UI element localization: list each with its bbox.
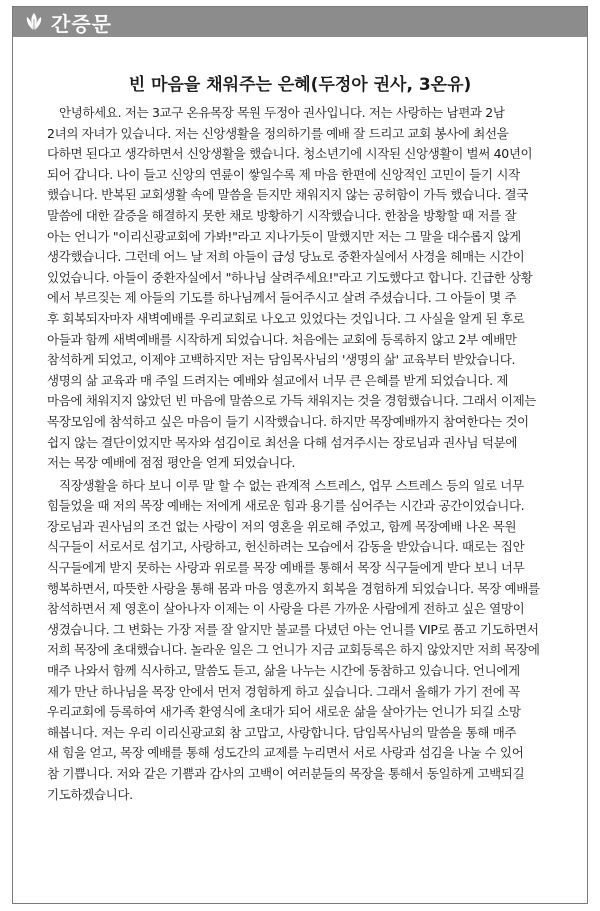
- paragraph-2-line: 식구들에게 받지 못하는 사랑과 위로를 목장 예배를 통해서 목장 식구들에게 받다 보니 너무: [47, 560, 525, 576]
- paragraph-2-line: 제가 만난 하나님을 목장 안에서 먼저 경험하게 하고 싶습니다. 그래서 올해가 가기 전에 꼭: [47, 683, 520, 699]
- paragraph-2-line: 해봅니다. 저는 우리 이리신광교회 참 고맙고, 사랑합니다. 담임목사님의 말씀을 통해 매주: [47, 724, 517, 740]
- paragraph-1-line: 안녕하세요. 저는 3교구 온유목장 목원 두정아 권사입니다. 저는 사랑하는 남편과 2남: [59, 105, 505, 120]
- paragraph-1-line: 있었습니다. 아들이 중환자실에서 "하나님 살려주세요!"라고 기도했다고 합니다. 긴급한 상황: [47, 269, 533, 285]
- paragraph-1-line: 마음에 채워지지 않았던 빈 마음에 말씀으로 가득 채워지는 것을 경험했습니다. 그래서 이제는: [47, 393, 537, 409]
- paragraph-2-line: 행복하면서, 따뜻한 사랑을 통해 몸과 마음 영혼까지 회복을 경험하게 되었습니다. 목장 예배를: [47, 580, 540, 596]
- article-body: [47, 103, 567, 805]
- paragraph-2-line: 직장생활을 하다 보니 이루 말 할 수 없는 관계적 스트레스, 업무 스트레스 등의 일로 너무: [59, 477, 524, 493]
- paragraph-1-line: 참석하게 되었고, 이제야 고백하지만 저는 담임목사님의 '생명의 삶' 교육부터 받았습니다.: [47, 352, 516, 368]
- paragraph-2-line: 생겼습니다. 그 변화는 가장 저를 잘 알지만 불교를 다녔던 아는 언니를 VIP로 품고 기도하면서: [47, 621, 539, 637]
- paragraph-2-line: 매주 나와서 함께 식사하고, 말씀도 듣고, 삶을 나누는 시간에 동참하고 있습니다. 언니에게: [47, 663, 520, 679]
- paragraph-1-line: 목장모임에 참석하고 싶은 마음이 들기 시작했습니다. 하지만 목장예배까지 참여한다는 것이: [47, 413, 529, 429]
- paragraph-2-line: 장로님과 권사님의 조건 없는 사랑이 저의 영혼을 위로해 주었고, 함께 목장예배 나온 목원: [47, 518, 517, 534]
- paragraph-1-line: 아는 언니가 "이리신광교회에 가봐!"라고 지나가듯이 말했지만 저는 그 말을 대수롭지 않게: [47, 228, 521, 244]
- paragraph-2-line: 우리교회에 등록하여 새가족 환영식에 초대가 되어 새로운 삶을 살아가는 언니가 되길 소망: [47, 704, 521, 720]
- paragraph-1-line: 아들과 함께 새벽예배를 시작하게 되었습니다. 처음에는 교회에 등록하지 않고 2부 예배만: [47, 331, 517, 347]
- paragraph-1-line: 쉽지 않는 결단이었지만 목자와 섬김이로 최선을 다해 섬겨주시는 장로님과 권사님 덕분에: [47, 434, 518, 450]
- article-title: 빈 마음을 채워주는 은혜(두정아 권사, 3온유): [128, 75, 472, 95]
- paragraph-2-line: 힘들었을 때 저의 목장 예배는 저에게 새로운 힘과 용기를 심어주는 시간과 공간이었습니다.: [47, 498, 525, 514]
- paragraph-1-line: 말씀에 대한 갈증을 해결하지 못한 채로 방황하기 시작했습니다. 한참을 방황할 때 저를 잘: [47, 207, 517, 223]
- paragraph-1-line: 생각했습니다. 그런데 어느 날 저희 아들이 급성 당뇨로 중환자실에서 사경을 헤매는 시간이: [47, 249, 525, 265]
- paragraph-1-line: 에서 부르짖는 제 아들의 기도를 하나님께서 들어주시고 살려 주셨습니다. 그 아들이 몇 주: [47, 290, 517, 306]
- paragraph-1-line: 되어 갑니다. 나이 들고 신앙의 연륜이 쌓일수록 제 마음 한편에 신앙적인 고민이 들기 시작: [47, 166, 520, 182]
- section-label: 간증문: [51, 11, 112, 36]
- paragraph-2-line: 저희 목장에 초대했습니다. 놀라운 일은 그 언니가 지금 교회등록은 하지 않았지만 저희 목장에: [47, 642, 540, 658]
- paragraph-1-line: 후 회복되자마자 새벽예배를 우리교회로 나오고 있었다는 것입니다. 그 사실을 알게 된 후로: [47, 310, 525, 326]
- paragraph-2-line: 참석하면서 제 영혼이 살아나자 이제는 이 사랑을 다른 가까운 사람에게 전하고 싶은 열망이: [47, 601, 525, 617]
- testimony-article: [12, 6, 588, 904]
- paragraph-1-line: 저는 목장 예배에 점점 평안을 얻게 되었습니다.: [47, 455, 296, 471]
- paragraph-2-line: 식구들이 서로서로 섬기고, 사랑하고, 헌신하려는 모습에서 감동을 받았습니다. 때로는 집안: [47, 539, 525, 555]
- leaf-icon: [21, 9, 47, 35]
- paragraph-1-line: 했습니다. 반복된 교회생활 속에 말씀을 듣지만 채워지지 않는 공허함이 가득 했습니다. 결국: [47, 187, 528, 203]
- paragraph-2-line: 기도하겠습니다.: [47, 786, 133, 802]
- paragraph-1-line: 다하면 된다고 생각하면서 신앙생활을 했습니다. 청소년기에 시작된 신앙생활이 벌써 40년이: [47, 146, 533, 162]
- paragraph-1-line: 생명의 삶 교육과 매 주일 드려지는 예배와 설교에서 너무 큰 은혜를 받게 되었습니다. 제: [47, 372, 509, 388]
- paragraph-1-line: 2녀의 자녀가 있습니다. 저는 신앙생활을 정의하기를 예배 잘 드리고 교회 봉사에 최선을: [47, 125, 509, 141]
- paragraph-2-line: 참 기쁩니다. 저와 같은 기쁨과 감사의 고백이 여러분들의 목장을 통해서 동일하게 고백되길: [47, 766, 525, 781]
- section-header: [13, 7, 587, 37]
- paragraph-2-line: 새 힘을 얻고, 목장 예배를 통해 성도간의 교제를 누리면서 서로 사랑과 섬김을 나눌 수 있어: [47, 745, 524, 761]
